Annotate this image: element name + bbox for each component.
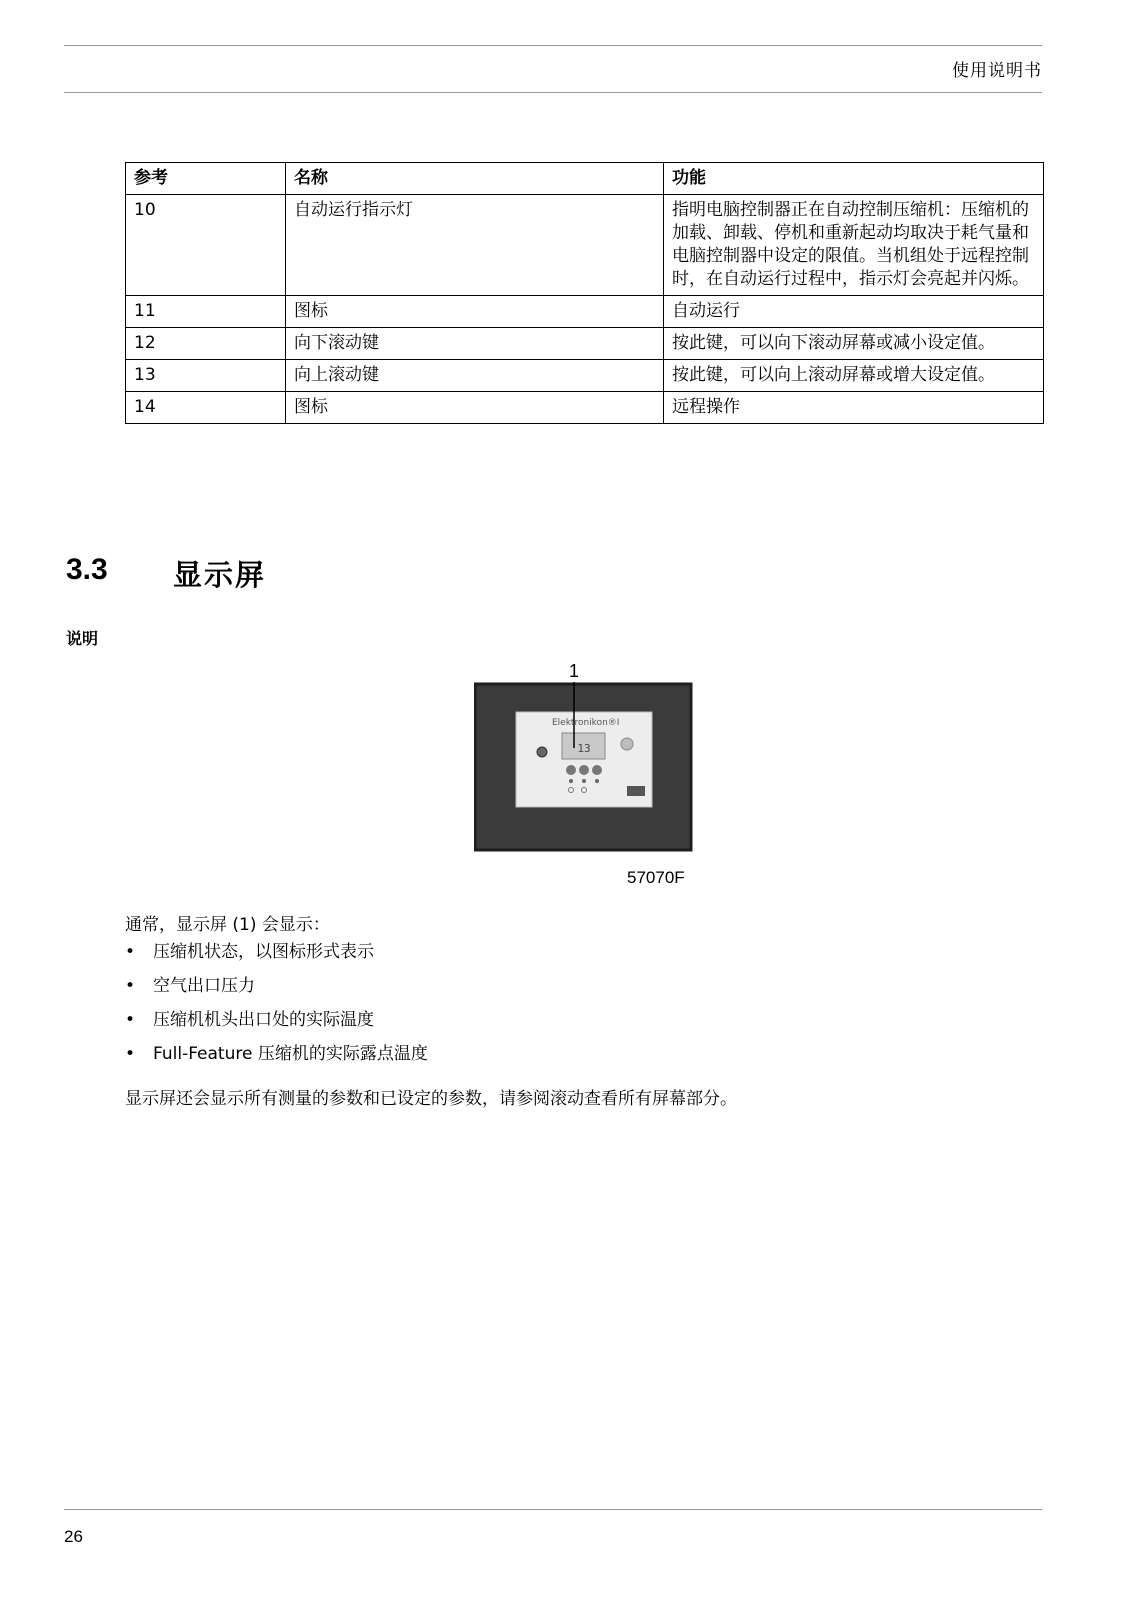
cell-ref: 11 [126,296,286,328]
cell-function: 按此键，可以向上滚动屏幕或增大设定值。 [664,360,1044,392]
cell-ref: 14 [126,392,286,424]
cell-ref: 13 [126,360,286,392]
closing-paragraph: 显示屏还会显示所有测量的参数和已设定的参数，请参阅滚动查看所有屏幕部分。 [125,1089,737,1109]
led-icon [569,779,573,783]
cell-name: 自动运行指示灯 [286,195,664,296]
panel-brand: Elektronikon®I [552,718,620,728]
led-icon [595,779,599,783]
column-header-function: 功能 [664,163,1044,195]
cell-function: 指明电脑控制器正在自动控制压缩机：压缩机的加载、卸载、停机和重新起动均取决于耗气量和电脑控制器中设定的限值。当机组处于远程控制时，在自动运行过程中，指示灯会亮起并闪烁。 [664,195,1044,296]
section-title: 显示屏 [173,558,267,592]
start-button-icon [621,738,633,750]
list-item: • 空气出口压力 [125,974,428,1008]
cell-ref: 10 [126,195,286,296]
cell-ref: 12 [126,328,286,360]
footer-rule [64,1509,1042,1510]
table-row [126,360,1044,392]
header-bottom-rule [64,92,1042,93]
column-header-ref: 参考 [126,163,286,195]
list-item: • 压缩机状态，以图标形式表示 [125,940,428,974]
intro-paragraph: 通常，显示屏 (1) 会显示： [125,915,330,935]
stop-button-icon [537,747,547,757]
enter-key-icon [592,765,602,775]
callout-number: 1 [568,661,580,681]
scroll-up-key-icon [579,765,589,775]
column-header-name: 名称 [286,163,664,195]
cell-name: 向下滚动键 [286,328,664,360]
table-row [126,296,1044,328]
list-item: • Full-Feature 压缩机的实际露点温度 [125,1042,428,1076]
header-top-rule [64,45,1042,46]
reference-table [125,162,1044,424]
led-icon [582,779,586,783]
figure-caption: 57070F [627,868,685,887]
header-title: 使用说明书 [952,61,1042,81]
cell-function: 按此键，可以向下滚动屏幕或减小设定值。 [664,328,1044,360]
table-row [126,328,1044,360]
bullet-list [125,940,428,1076]
display-value: 13 [577,742,591,755]
cell-name: 图标 [286,296,664,328]
controller-photo [474,660,694,890]
section-number: 3.3 [66,553,108,586]
list-item: • 压缩机机头出口处的实际温度 [125,1008,428,1042]
table-row [126,195,1044,296]
page-number: 26 [64,1527,83,1546]
subheading: 说明 [66,629,99,648]
cell-name: 图标 [286,392,664,424]
cell-function: 自动运行 [664,296,1044,328]
logo-icon [627,786,645,796]
cell-name: 向上滚动键 [286,360,664,392]
cell-function: 远程操作 [664,392,1044,424]
table-row [126,392,1044,424]
table-header-row [126,163,1044,195]
scroll-down-key-icon [566,765,576,775]
